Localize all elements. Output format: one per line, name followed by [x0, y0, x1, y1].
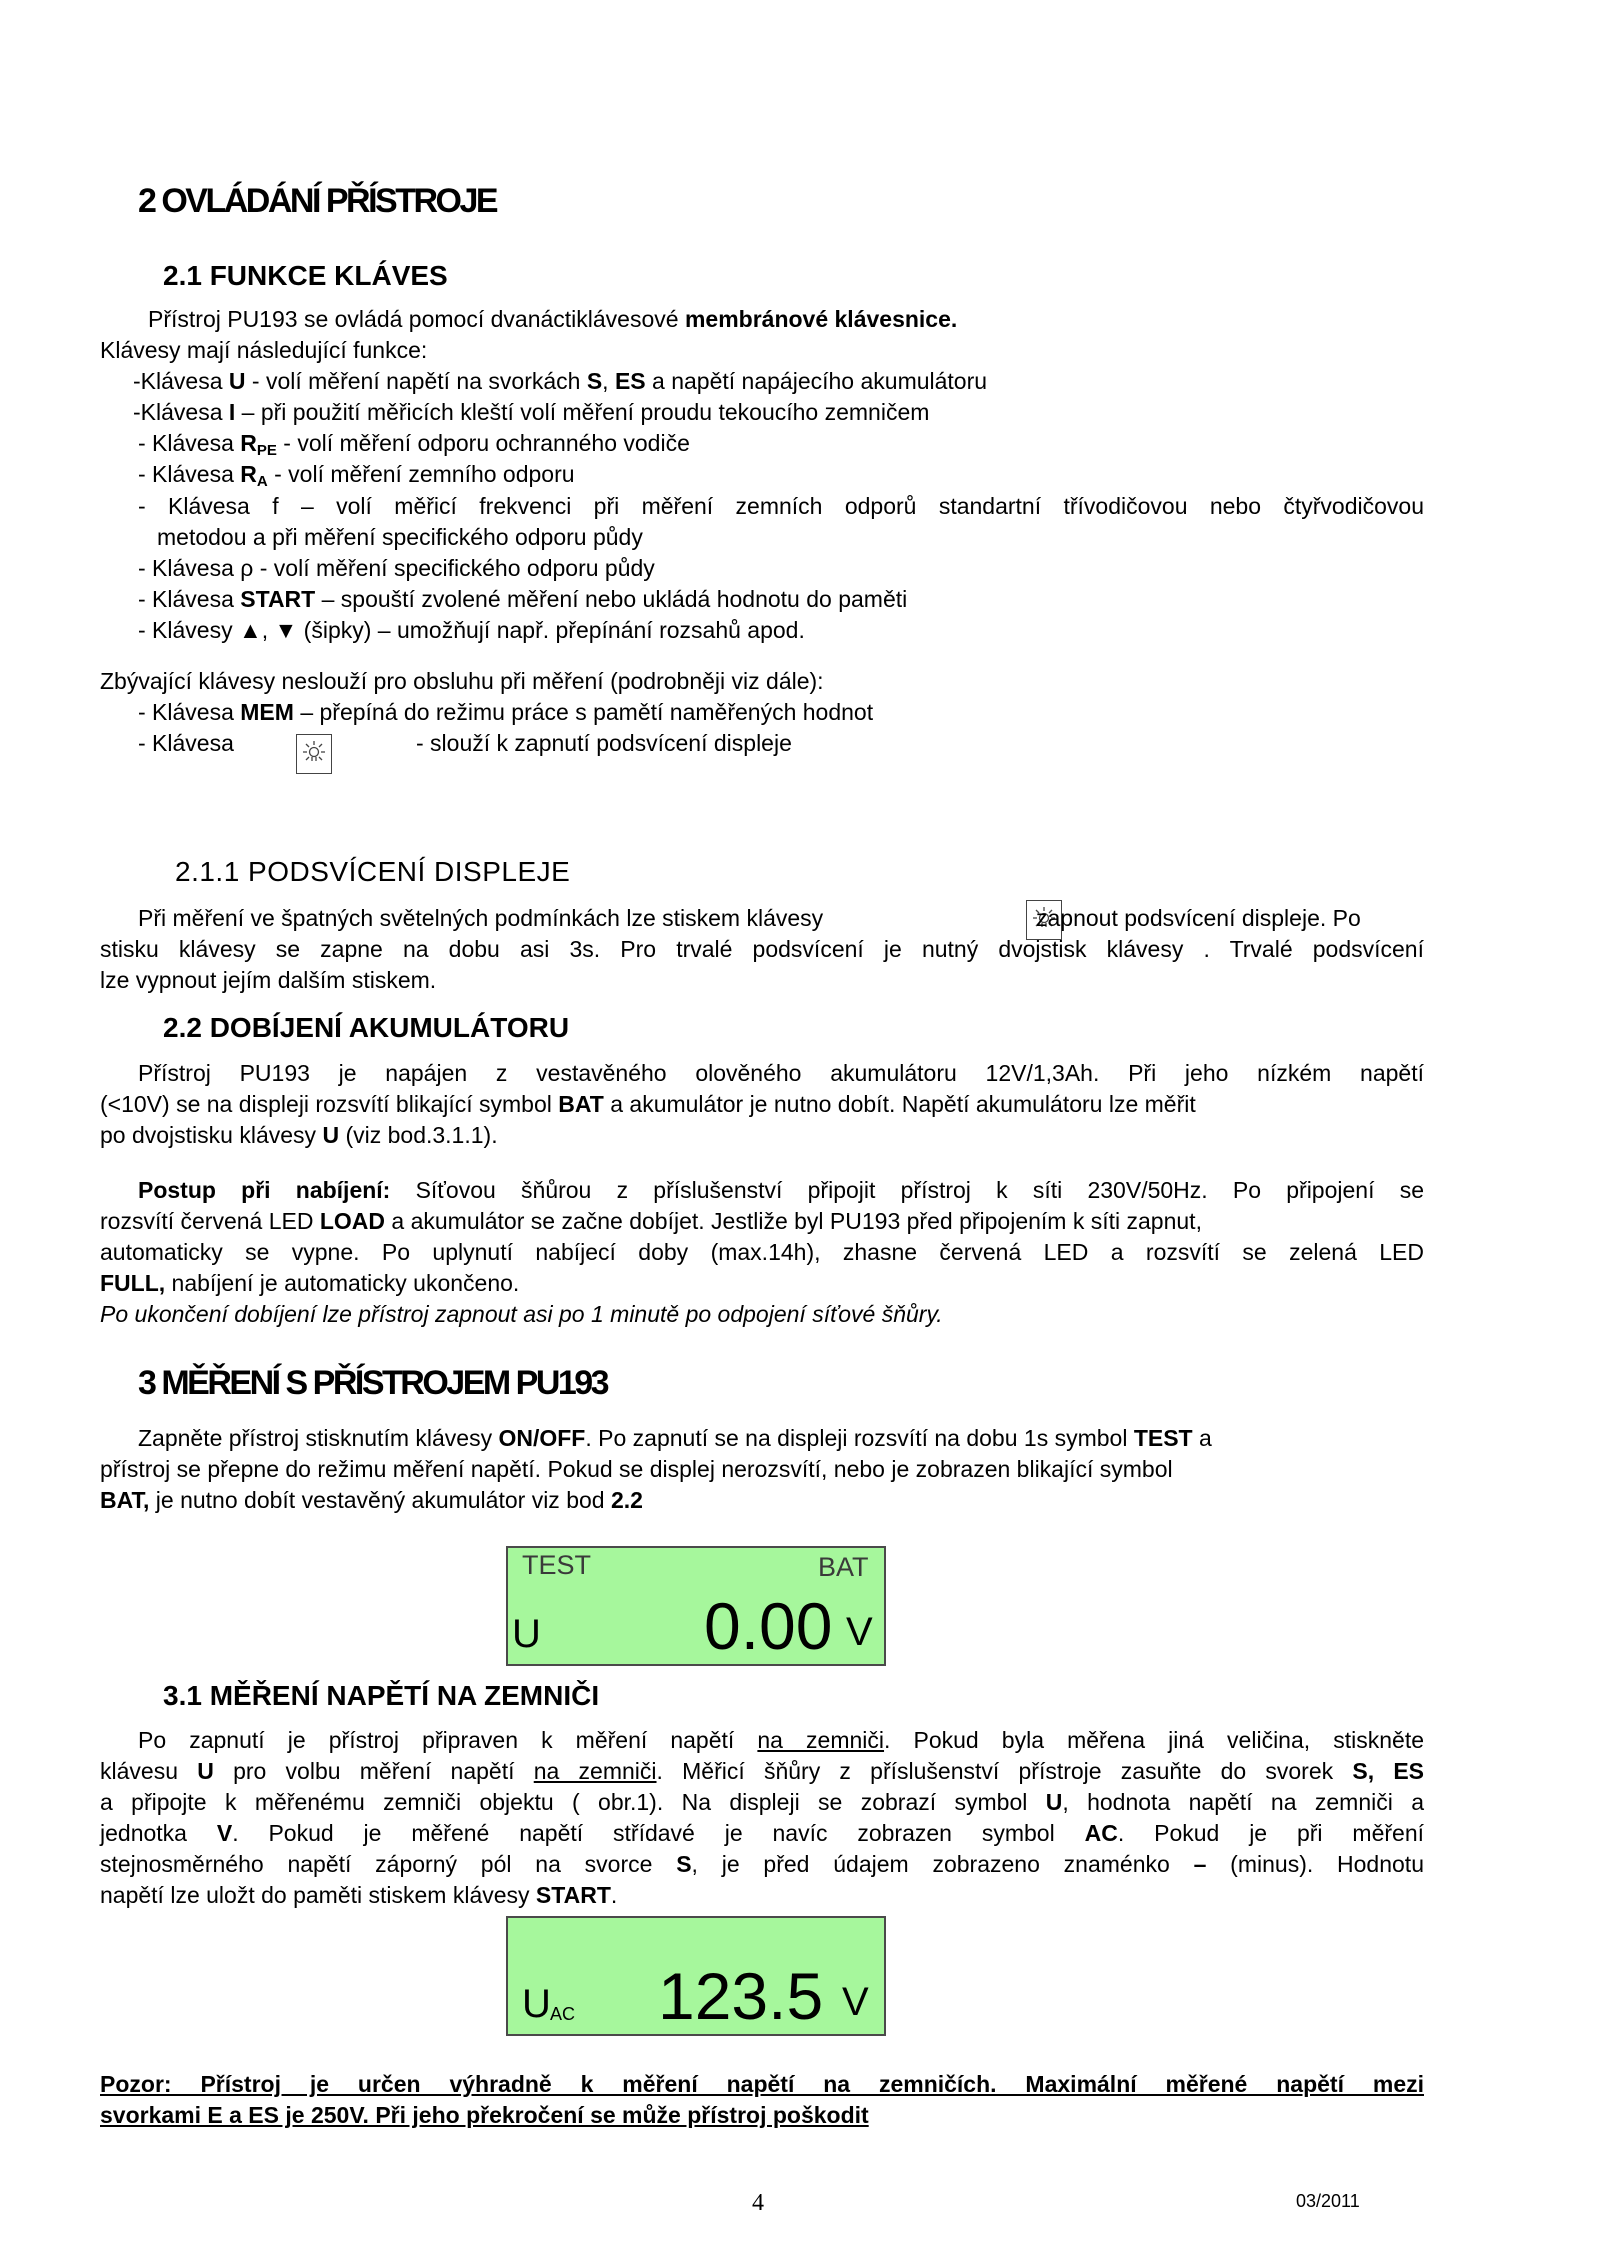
ground-voltage-l1: Po zapnutí je přístroj připraven k měření napětí na zemniči. Pokud byla měřena jiná veličina, stiskněte: [138, 1727, 1424, 1753]
backlight-key-icon: [296, 734, 332, 774]
charging-para-l1: Postup při nabíjení: Síťovou šňůrou z příslušenství připojit přístroj k síti 230V/50Hz. Po připojení se: [138, 1177, 1424, 1203]
key-light-item: - Klávesa: [138, 730, 234, 756]
other-keys-intro: Zbývající klávesy neslouží pro obsluhu při měření (podrobněji viz dále):: [100, 668, 824, 694]
battery-para-l3: po dvojstisku klávesy U (viz bod.3.1.1).: [100, 1122, 498, 1148]
key-light-desc: - slouží k zapnutí podsvícení displeje: [416, 730, 792, 756]
page-number: 4: [752, 2190, 764, 2216]
lcd-value: 123.5: [658, 1959, 824, 2033]
ground-voltage-l4: jednotka V. Pokud je měřené napětí střídavé je navíc zobrazen symbol AC. Pokud je při měření: [100, 1820, 1424, 1846]
lcd-unit: V: [846, 1610, 873, 1654]
intro-paragraph: [148, 304, 957, 335]
section-3-heading: 3 MĚŘENÍ S PŘÍSTROJEM PU193: [138, 1364, 608, 1402]
section-2-1-1-heading: 2.1.1 PODSVÍCENÍ DISPLEJE: [175, 856, 571, 887]
battery-para-l2: (<10V) se na displeji rozsvítí blikající symbol BAT a akumulátor je nutno dobít. Napětí akumulátoru lze měřit: [100, 1091, 1196, 1117]
lcd-test-label: TEST: [522, 1550, 592, 1580]
keys-intro: Klávesy mají následující funkce:: [100, 337, 428, 363]
backlight-para-l3: lze vypnout jejím dalším stiskem.: [100, 967, 437, 993]
key-f-item-cont: metodou a při měření specifického odporu půdy: [157, 524, 643, 550]
lcd-mode-label: U: [522, 1982, 551, 2026]
lcd-display-ac: [506, 1916, 886, 2036]
warning-l2: svorkami E a ES je 250V. Při jeho překročení se může přístroj poškodit: [100, 2102, 869, 2128]
lcd-ac-label: AC: [550, 2004, 576, 2024]
key-rpe-item: - Klávesa RPE - volí měření odporu ochranného vodiče: [138, 430, 690, 459]
intro-text: Přístroj PU193 se ovládá pomocí dvanáctiklávesové: [148, 306, 685, 332]
ground-voltage-l5: stejnosměrného napětí záporný pól na svorce S, je před údajem zobrazeno znaménko – (minus). Hodnotu: [100, 1851, 1424, 1877]
section-2-1-heading: 2.1 FUNKCE KLÁVES: [163, 260, 448, 291]
backlight-para-l2: stisku klávesy se zapne na dobu asi 3s. Pro trvalé podsvícení je nutný dvojstisk klávesy . Trvalé podsvícení: [100, 936, 1424, 962]
lcd-bat-label: BAT: [818, 1552, 869, 1582]
charging-para-l4: FULL, nabíjení je automaticky ukončeno.: [100, 1270, 520, 1296]
key-ra-item: - Klávesa RA - volí měření zemního odporu: [138, 461, 575, 490]
intro-bold: membránové klávesnice.: [684, 306, 958, 332]
arrow-down-icon: ▼: [274, 617, 298, 643]
key-mem-item: - Klávesa MEM – přepíná do režimu práce s pamětí naměřených hodnot: [138, 699, 874, 725]
backlight-para-l1a: Při měření ve špatných světelných podmínkách lze stiskem klávesy: [138, 905, 824, 931]
power-on-l3: BAT, je nutno dobít vestavěný akumulátor viz bod 2.2: [100, 1487, 643, 1513]
lcd-value: 0.00: [704, 1589, 833, 1663]
charging-note: Po ukončení dobíjení lze přístroj zapnout asi po 1 minutě po odpojení síťové šňůry.: [100, 1301, 943, 1327]
footer-date: 03/2011: [1296, 2191, 1360, 2211]
battery-para-l1: Přístroj PU193 je napájen z vestavěného olověného akumulátoru 12V/1,3Ah. Při jeho nízkém napětí: [138, 1060, 1424, 1086]
key-arrows-item: - Klávesy ▲, ▼ (šipky) – umožňují např. přepínání rozsahů apod.: [138, 617, 805, 643]
section-2-2-heading: 2.2 DOBÍJENÍ AKUMULÁTORU: [163, 1012, 570, 1043]
charging-para-l3: automaticky se vypne. Po uplynutí nabíjecí doby (max.14h), zhasne červená LED a rozsvítí se zelená LED: [100, 1239, 1424, 1265]
key-start-item: - Klávesa START – spouští zvolené měření nebo ukládá hodnotu do paměti: [138, 586, 908, 612]
key-u-item: -Klávesa U - volí měření napětí na svorkách S, ES a napětí napájecího akumulátoru: [133, 368, 988, 394]
ground-voltage-l3: a připojte k měřenému zemniči objektu ( obr.1). Na displeji se zobrazí symbol U, hodnota napětí na zemniči a: [100, 1789, 1424, 1815]
section-2-heading: 2 OVLÁDÁNÍ PŘÍSTROJE: [138, 182, 497, 220]
ground-voltage-l2: klávesu U pro volbu měření napětí na zemniči. Měřicí šňůry z příslušenství přístroje zasuňte do svorek S, ES: [100, 1758, 1424, 1784]
key-f-item: - Klávesa f – volí měřicí frekvenci při měření zemních odporů standartní třívodičovou nebo čtyřvodičovou: [138, 493, 1424, 519]
key-i-item: -Klávesa I – při použití měřicích kleští volí měření proudu tekoucího zemničem: [133, 399, 930, 425]
lcd-mode-label: U: [512, 1612, 541, 1656]
key-rho-item: - Klávesa ρ - volí měření specifického odporu půdy: [138, 555, 655, 581]
power-on-l2: přístroj se přepne do režimu měření napětí. Pokud se displej nerozsvítí, nebo je zobrazen blikající symbol: [100, 1456, 1173, 1482]
charging-para-l2: rozsvítí červená LED LOAD a akumulátor se začne dobíjet. Jestliže byl PU193 před připojením k síti zapnut,: [100, 1208, 1202, 1234]
backlight-para-l1b: zapnout podsvícení displeje. Po: [1036, 905, 1361, 931]
warning-l1: Pozor: Přístroj je určen výhradně k měření napětí na zemničích. Maximální měřené napětí mezi: [100, 2071, 1424, 2097]
arrow-up-icon: ▲: [238, 617, 262, 643]
lcd-display-test: [506, 1546, 886, 1666]
section-3-1-heading: 3.1 MĚŘENÍ NAPĚTÍ NA ZEMNIČI: [163, 1680, 600, 1711]
ground-voltage-l6: napětí lze uložt do paměti stiskem klávesy START.: [100, 1882, 618, 1908]
lcd-unit: V: [842, 1980, 869, 2024]
power-on-l1: Zapněte přístroj stisknutím klávesy ON/OFF. Po zapnutí se na displeji rozsvítí na dobu 1s symbol TEST a: [138, 1425, 1212, 1451]
